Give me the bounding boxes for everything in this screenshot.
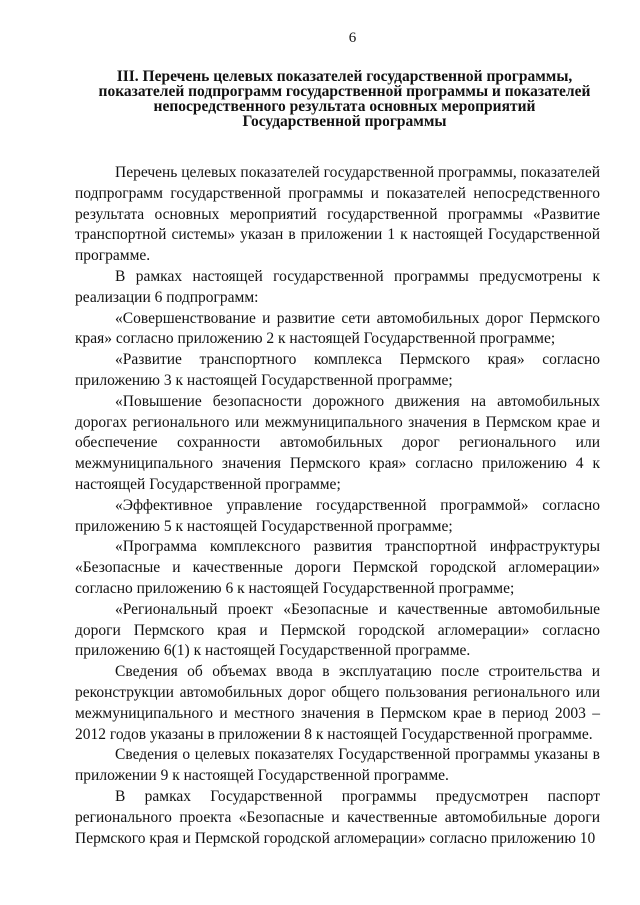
paragraph: Сведения об объемах ввода в эксплуатацию после строительства и реконструкции автомобильных дорог общего пользования регионального или межмуниципального и местного значения в Пермском крае в период 2003 – 2012 годов указаны в приложении 8 к настоящей Государственной программе. bbox=[75, 663, 600, 743]
paragraph: В рамках Государственной программы предусмотрен паспорт регионального проекта «Безопасные и качественные автомобильные дороги Пермского края и Пермской городской агломерации» согласно приложению 10 bbox=[75, 787, 600, 847]
page-number: 6 bbox=[348, 30, 357, 46]
paragraph: «Совершенствование и развитие сети автомобильных дорог Пермского края» согласно приложению 2 к настоящей Государственной программе; bbox=[75, 309, 600, 348]
section-heading bbox=[75, 69, 600, 129]
paragraph: Сведения о целевых показателях Государственной программы указаны в приложении 9 к настоящей Государственной программе. bbox=[75, 746, 600, 785]
paragraph: «Развитие транспортного комплекса Пермского края» согласно приложению 3 к настоящей Государственной программе; bbox=[75, 351, 600, 389]
paragraph: «Повышение безопасности дорожного движения на автомобильных дорогах регионального или межмуниципального значения в Пермском крае и обеспечение сохранности автомобильных дорог регионального или межмуниципального значения Пермского края» согласно приложению 4 к настоящей Государственной программе; bbox=[75, 392, 600, 493]
section-heading-line: III. Перечень целевых показателей государственной программы, bbox=[116, 68, 573, 85]
section-heading-line: Государственной программы bbox=[242, 113, 447, 130]
paragraph: «Программа комплексного развития транспортной инфраструктуры «Безопасные и качественные дороги Пермской городской агломерации» согласно приложению 6 к настоящей Государственной программе; bbox=[75, 538, 600, 597]
body-text bbox=[75, 163, 600, 849]
section-heading-line: показателей подпрограмм государственной программы и показателей bbox=[98, 83, 591, 100]
paragraph: «Эффективное управление государственной программой» согласно приложению 5 к настоящей Государственной программе; bbox=[75, 496, 600, 535]
paragraph: «Региональный проект «Безопасные и качественные автомобильные дороги Пермского края и Пермской городской агломерации» согласно приложению 6(1) к настоящей Государственной программе. bbox=[75, 600, 600, 660]
section-heading-line: непосредственного результата основных мероприятий bbox=[153, 98, 536, 115]
paragraph: В рамках настоящей государственной программы предусмотрены к реализации 6 подпрограмм: bbox=[75, 267, 600, 306]
paragraph: Перечень целевых показателей государственной программы, показателей подпрограмм государственной программы и показателей непосредственного результата основных мероприятий государственной программы «Развитие транспортной системы» указан в приложении 1 к настоящей Государственной программе. bbox=[75, 164, 600, 265]
